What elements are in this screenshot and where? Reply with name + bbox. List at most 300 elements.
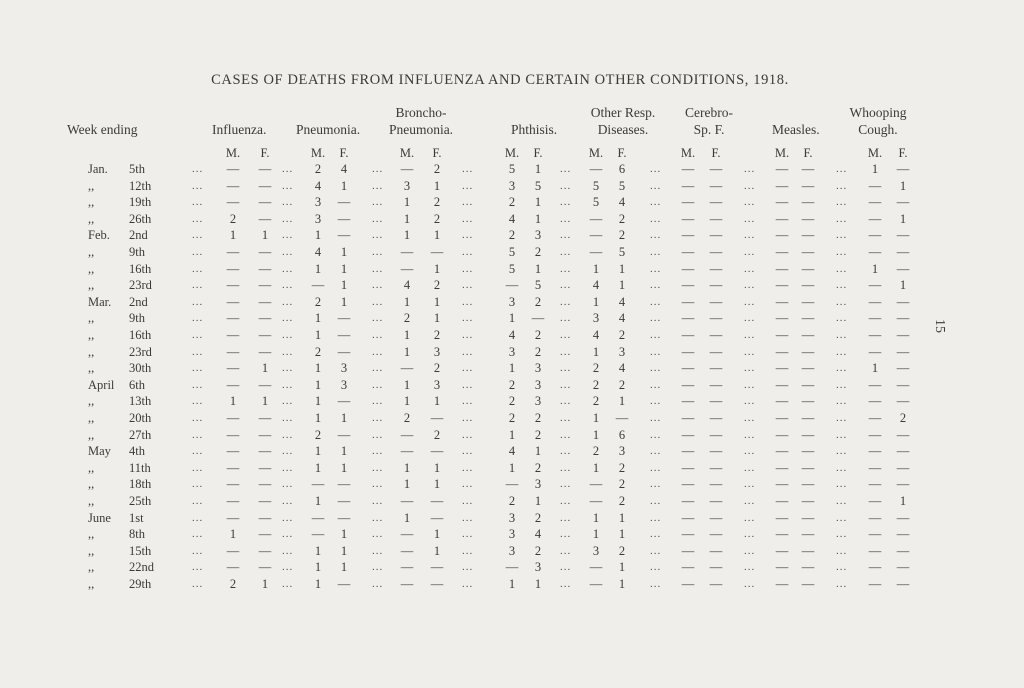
table-cell: 6 bbox=[618, 427, 626, 442]
header-cerebro-line1: Cerebro- bbox=[685, 105, 733, 120]
leader-dots: ... bbox=[282, 461, 294, 474]
leader-dots: ... bbox=[836, 212, 848, 225]
table-cell: 5 bbox=[508, 245, 516, 259]
row-week-label: 13th bbox=[129, 394, 152, 409]
table-cell: — bbox=[681, 311, 695, 326]
table-cell: — bbox=[801, 427, 815, 442]
leader-dots: ... bbox=[836, 544, 848, 557]
table-cell: 2 bbox=[592, 377, 600, 392]
female-subheader: F. bbox=[339, 146, 349, 160]
row-week-label: 6th bbox=[129, 377, 145, 392]
table-cell: 4 bbox=[592, 278, 600, 293]
leader-dots: ... bbox=[744, 295, 756, 308]
table-cell: 1 bbox=[433, 294, 441, 309]
table-cell: — bbox=[801, 494, 815, 508]
table-cell: 2 bbox=[403, 311, 411, 326]
table-cell: — bbox=[868, 394, 882, 409]
table-cell: — bbox=[801, 460, 815, 475]
table-cell: 2 bbox=[618, 228, 626, 243]
table-cell: 3 bbox=[433, 377, 441, 392]
leader-dots: ... bbox=[192, 279, 204, 292]
table-cell: 2 bbox=[618, 543, 626, 558]
table-cell: — bbox=[896, 560, 910, 575]
table-cell: 4 bbox=[403, 278, 411, 293]
table-cell: — bbox=[868, 228, 882, 243]
table-cell: — bbox=[801, 394, 815, 409]
leader-dots: ... bbox=[462, 345, 474, 358]
leader-dots: ... bbox=[282, 262, 294, 275]
row-week-label: 18th bbox=[129, 477, 152, 492]
leader-dots: ... bbox=[836, 163, 848, 175]
leader-dots: ... bbox=[744, 561, 756, 574]
table-cell: 1 bbox=[618, 510, 626, 525]
leader-dots: ... bbox=[744, 212, 756, 225]
table-cell: 1 bbox=[314, 560, 322, 575]
table-cell: 2 bbox=[229, 211, 237, 226]
table-cell: — bbox=[868, 527, 882, 542]
leader-dots: ... bbox=[560, 229, 572, 242]
leader-dots: ... bbox=[836, 511, 848, 524]
table-cell: 1 bbox=[314, 228, 322, 243]
header-other-line2: Diseases. bbox=[597, 122, 649, 137]
table-cell: — bbox=[311, 510, 325, 525]
leader-dots: ... bbox=[462, 262, 474, 275]
leader-dots: ... bbox=[836, 412, 848, 424]
leader-dots: ... bbox=[560, 196, 572, 209]
row-month-label: ,, bbox=[88, 394, 95, 409]
leader-dots: ... bbox=[650, 511, 662, 524]
table-cell: 2 bbox=[534, 344, 542, 359]
table-cell: — bbox=[896, 394, 910, 409]
table-cell: — bbox=[258, 278, 272, 293]
table-cell: 1 bbox=[899, 211, 907, 226]
leader-dots: ... bbox=[192, 445, 204, 458]
leader-dots: ... bbox=[560, 428, 572, 441]
table-cell: 1 bbox=[261, 577, 269, 591]
header-cerebro-spinal bbox=[674, 104, 744, 138]
leader-dots: ... bbox=[372, 428, 384, 441]
table-cell: 2 bbox=[618, 211, 626, 226]
table-cell: — bbox=[589, 162, 603, 176]
leader-dots: ... bbox=[836, 362, 848, 375]
table-cell: — bbox=[681, 344, 695, 359]
table-cell: — bbox=[801, 261, 815, 276]
table-cell: — bbox=[430, 411, 444, 425]
leader-dots: ... bbox=[372, 246, 384, 258]
table-cell: 2 bbox=[592, 444, 600, 459]
table-cell: 2 bbox=[229, 577, 237, 591]
table-cell: — bbox=[801, 245, 815, 259]
leader-dots: ... bbox=[744, 395, 756, 408]
table-cell: — bbox=[681, 228, 695, 243]
table-cell: — bbox=[868, 211, 882, 226]
table-cell: — bbox=[258, 477, 272, 492]
row-month-label: ,, bbox=[88, 178, 95, 193]
table-cell: 3 bbox=[618, 344, 626, 359]
table-cell: 2 bbox=[314, 162, 322, 176]
table-cell: 2 bbox=[618, 460, 626, 475]
table-cell: — bbox=[775, 477, 789, 492]
leader-dots: ... bbox=[462, 478, 474, 491]
table-cell: 1 bbox=[534, 444, 542, 459]
leader-dots: ... bbox=[836, 495, 848, 507]
row-week-label: 25th bbox=[129, 494, 152, 508]
leader-dots: ... bbox=[282, 246, 294, 258]
table-cell: 1 bbox=[534, 195, 542, 210]
leader-dots: ... bbox=[560, 461, 572, 474]
leader-dots: ... bbox=[372, 279, 384, 292]
leader-dots: ... bbox=[836, 345, 848, 358]
male-subheader: M. bbox=[310, 146, 326, 160]
leader-dots: ... bbox=[560, 495, 572, 507]
male-subheader: M. bbox=[504, 146, 520, 160]
leader-dots: ... bbox=[282, 295, 294, 308]
leader-dots: ... bbox=[836, 561, 848, 574]
leader-dots: ... bbox=[282, 378, 294, 391]
table-cell: — bbox=[681, 444, 695, 459]
table-cell: — bbox=[709, 494, 723, 508]
table-cell: — bbox=[681, 278, 695, 293]
table-cell: 4 bbox=[592, 328, 600, 342]
table-cell: — bbox=[311, 477, 325, 492]
leader-dots: ... bbox=[836, 528, 848, 541]
row-week-label: 8th bbox=[129, 527, 145, 542]
leader-dots: ... bbox=[282, 329, 294, 341]
leader-dots: ... bbox=[192, 329, 204, 341]
table-cell: 1 bbox=[534, 211, 542, 226]
table-cell: 2 bbox=[433, 427, 441, 442]
table-cell: 1 bbox=[534, 162, 542, 176]
table-cell: — bbox=[337, 311, 351, 326]
leader-dots: ... bbox=[462, 212, 474, 225]
table-cell: 1 bbox=[314, 361, 322, 376]
leader-dots: ... bbox=[372, 179, 384, 192]
table-cell: — bbox=[337, 494, 351, 508]
leader-dots: ... bbox=[192, 196, 204, 209]
table-cell: — bbox=[258, 245, 272, 259]
table-cell: — bbox=[337, 427, 351, 442]
table-cell: 6 bbox=[618, 162, 626, 176]
table-cell: — bbox=[589, 477, 603, 492]
table-cell: — bbox=[400, 560, 414, 575]
row-month-label: Feb. bbox=[88, 228, 110, 243]
header-broncho-line2: Pneumonia. bbox=[388, 122, 454, 137]
table-cell: 1 bbox=[314, 494, 322, 508]
leader-dots: ... bbox=[462, 544, 474, 557]
table-cell: — bbox=[531, 311, 545, 326]
leader-dots: ... bbox=[560, 345, 572, 358]
female-subheader: F. bbox=[711, 146, 721, 160]
leader-dots: ... bbox=[836, 312, 848, 325]
table-cell: — bbox=[868, 477, 882, 492]
leader-dots: ... bbox=[192, 544, 204, 557]
row-week-label: 23rd bbox=[129, 278, 152, 293]
table-cell: 1 bbox=[433, 228, 441, 243]
table-cell: — bbox=[709, 178, 723, 193]
table-cell: 3 bbox=[508, 510, 516, 525]
table-cell: — bbox=[505, 278, 519, 293]
table-cell: — bbox=[226, 543, 240, 558]
leader-dots: ... bbox=[192, 528, 204, 541]
leader-dots: ... bbox=[744, 478, 756, 491]
table-cell: 1 bbox=[871, 261, 879, 276]
leader-dots: ... bbox=[744, 461, 756, 474]
leader-dots: ... bbox=[560, 528, 572, 541]
table-cell: — bbox=[801, 178, 815, 193]
table-cell: — bbox=[681, 294, 695, 309]
leader-dots: ... bbox=[744, 428, 756, 441]
table-cell: 4 bbox=[534, 527, 542, 542]
table-cell: 1 bbox=[899, 494, 907, 508]
leader-dots: ... bbox=[560, 412, 572, 424]
table-cell: — bbox=[226, 195, 240, 210]
table-cell: — bbox=[430, 494, 444, 508]
table-cell: 1 bbox=[592, 411, 600, 425]
table-cell: — bbox=[775, 162, 789, 176]
table-cell: — bbox=[337, 344, 351, 359]
leader-dots: ... bbox=[462, 229, 474, 242]
leader-dots: ... bbox=[560, 246, 572, 258]
male-subheader: M. bbox=[867, 146, 883, 160]
table-cell: 2 bbox=[433, 361, 441, 376]
leader-dots: ... bbox=[560, 295, 572, 308]
table-cell: — bbox=[226, 560, 240, 575]
table-cell: 1 bbox=[899, 178, 907, 193]
table-cell: — bbox=[775, 278, 789, 293]
table-cell: 5 bbox=[508, 261, 516, 276]
female-subheader: F. bbox=[533, 146, 543, 160]
leader-dots: ... bbox=[282, 345, 294, 358]
table-cell: 2 bbox=[618, 477, 626, 492]
leader-dots: ... bbox=[282, 544, 294, 557]
table-cell: — bbox=[775, 543, 789, 558]
leader-dots: ... bbox=[462, 561, 474, 574]
row-month-label: ,, bbox=[88, 527, 95, 542]
table-cell: — bbox=[868, 278, 882, 293]
table-cell: — bbox=[801, 228, 815, 243]
table-cell: 5 bbox=[618, 178, 626, 193]
leader-dots: ... bbox=[372, 445, 384, 458]
table-cell: — bbox=[896, 328, 910, 342]
table-cell: — bbox=[801, 344, 815, 359]
table-cell: — bbox=[400, 261, 414, 276]
table-cell: — bbox=[775, 577, 789, 591]
table-cell: — bbox=[258, 510, 272, 525]
row-week-label: 30th bbox=[129, 361, 152, 376]
row-month-label: May bbox=[88, 444, 111, 459]
table-cell: — bbox=[801, 477, 815, 492]
leader-dots: ... bbox=[744, 528, 756, 541]
table-cell: — bbox=[337, 211, 351, 226]
header-whooping-line2: Cough. bbox=[858, 122, 898, 137]
table-cell: — bbox=[709, 444, 723, 459]
table-cell: — bbox=[709, 527, 723, 542]
header-week-ending: Week ending bbox=[67, 122, 138, 137]
row-month-label: ,, bbox=[88, 543, 95, 558]
table-cell: 1 bbox=[403, 294, 411, 309]
table-cell: — bbox=[775, 294, 789, 309]
leader-dots: ... bbox=[372, 412, 384, 424]
table-cell: — bbox=[868, 494, 882, 508]
leader-dots: ... bbox=[560, 362, 572, 375]
leader-dots: ... bbox=[744, 445, 756, 458]
table-cell: — bbox=[337, 195, 351, 210]
table-cell: — bbox=[709, 261, 723, 276]
table-cell: — bbox=[337, 328, 351, 342]
table-cell: 1 bbox=[314, 328, 322, 342]
table-cell: — bbox=[868, 560, 882, 575]
leader-dots: ... bbox=[462, 196, 474, 209]
leader-dots: ... bbox=[192, 246, 204, 258]
table-cell: — bbox=[258, 294, 272, 309]
table-cell: 5 bbox=[534, 178, 542, 193]
table-cell: 2 bbox=[314, 344, 322, 359]
table-cell: 2 bbox=[618, 377, 626, 392]
leader-dots: ... bbox=[650, 495, 662, 507]
leader-dots: ... bbox=[462, 511, 474, 524]
table-cell: — bbox=[896, 444, 910, 459]
table-cell: 1 bbox=[403, 328, 411, 342]
table-cell: — bbox=[801, 560, 815, 575]
table-cell: 3 bbox=[534, 361, 542, 376]
table-cell: 1 bbox=[261, 361, 269, 376]
table-cell: — bbox=[311, 527, 325, 542]
leader-dots: ... bbox=[560, 578, 572, 590]
table-cell: — bbox=[775, 261, 789, 276]
leader-dots: ... bbox=[560, 329, 572, 341]
leader-dots: ... bbox=[744, 362, 756, 375]
table-cell: 1 bbox=[433, 460, 441, 475]
header-cerebro-line2: Sp. F. bbox=[693, 122, 725, 137]
table-cell: — bbox=[400, 577, 414, 591]
leader-dots: ... bbox=[282, 528, 294, 541]
table-cell: — bbox=[681, 162, 695, 176]
table-cell: — bbox=[400, 361, 414, 376]
table-cell: — bbox=[775, 377, 789, 392]
leader-dots: ... bbox=[462, 412, 474, 424]
table-cell: 2 bbox=[534, 427, 542, 442]
table-cell: — bbox=[226, 494, 240, 508]
table-cell: — bbox=[226, 245, 240, 259]
table-cell: — bbox=[775, 228, 789, 243]
table-cell: — bbox=[400, 527, 414, 542]
table-cell: — bbox=[896, 527, 910, 542]
table-cell: 1 bbox=[618, 527, 626, 542]
leader-dots: ... bbox=[372, 544, 384, 557]
leader-dots: ... bbox=[372, 212, 384, 225]
table-cell: — bbox=[801, 162, 815, 176]
table-cell: 2 bbox=[508, 228, 516, 243]
table-cell: — bbox=[896, 245, 910, 259]
table-cell: 1 bbox=[261, 394, 269, 409]
table-cell: 1 bbox=[229, 228, 237, 243]
leader-dots: ... bbox=[650, 295, 662, 308]
row-month-label: ,, bbox=[88, 427, 95, 442]
table-cell: — bbox=[801, 444, 815, 459]
table-cell: 1 bbox=[314, 444, 322, 459]
leader-dots: ... bbox=[650, 478, 662, 491]
leader-dots: ... bbox=[372, 229, 384, 242]
leader-dots: ... bbox=[836, 578, 848, 590]
row-month-label: ,, bbox=[88, 261, 95, 276]
row-week-label: 27th bbox=[129, 427, 152, 442]
table-cell: 1 bbox=[340, 178, 348, 193]
row-month-label: ,, bbox=[88, 577, 95, 591]
table-cell: 1 bbox=[314, 394, 322, 409]
table-cell: — bbox=[801, 577, 815, 591]
leader-dots: ... bbox=[372, 495, 384, 507]
table-cell: — bbox=[868, 577, 882, 591]
leader-dots: ... bbox=[192, 478, 204, 491]
leader-dots: ... bbox=[282, 362, 294, 375]
table-cell: — bbox=[400, 245, 414, 259]
row-week-label: 2nd bbox=[129, 294, 148, 309]
table-cell: 1 bbox=[618, 560, 626, 575]
row-month-label: ,, bbox=[88, 344, 95, 359]
table-cell: 1 bbox=[433, 311, 441, 326]
leader-dots: ... bbox=[560, 511, 572, 524]
leader-dots: ... bbox=[282, 445, 294, 458]
table-cell: 3 bbox=[592, 311, 600, 326]
table-cell: — bbox=[775, 411, 789, 425]
leader-dots: ... bbox=[650, 362, 662, 375]
table-cell: — bbox=[681, 460, 695, 475]
table-cell: — bbox=[681, 361, 695, 376]
leader-dots: ... bbox=[192, 378, 204, 391]
table-cell: 2 bbox=[508, 195, 516, 210]
table-cell: — bbox=[589, 560, 603, 575]
leader-dots: ... bbox=[372, 329, 384, 341]
table-cell: — bbox=[775, 460, 789, 475]
table-cell: — bbox=[896, 543, 910, 558]
table-cell: — bbox=[258, 377, 272, 392]
table-cell: 1 bbox=[433, 178, 441, 193]
table-cell: 1 bbox=[403, 394, 411, 409]
leader-dots: ... bbox=[192, 312, 204, 325]
table-cell: — bbox=[896, 477, 910, 492]
leader-dots: ... bbox=[744, 196, 756, 209]
table-cell: — bbox=[226, 411, 240, 425]
header-broncho-pneumonia bbox=[366, 104, 476, 138]
leader-dots: ... bbox=[650, 378, 662, 391]
table-cell: 1 bbox=[592, 527, 600, 542]
table-cell: 1 bbox=[340, 245, 348, 259]
table-cell: 2 bbox=[534, 411, 542, 425]
leader-dots: ... bbox=[560, 312, 572, 325]
leader-dots: ... bbox=[744, 312, 756, 325]
table-cell: 1 bbox=[534, 577, 542, 591]
leader-dots: ... bbox=[192, 461, 204, 474]
table-cell: — bbox=[226, 261, 240, 276]
leader-dots: ... bbox=[650, 279, 662, 292]
table-cell: — bbox=[896, 195, 910, 210]
leader-dots: ... bbox=[372, 378, 384, 391]
table-cell: — bbox=[709, 427, 723, 442]
row-month-label: Mar. bbox=[88, 294, 112, 309]
row-week-label: 5th bbox=[129, 162, 145, 176]
table-cell: 3 bbox=[508, 294, 516, 309]
leader-dots: ... bbox=[462, 578, 474, 590]
table-cell: — bbox=[868, 427, 882, 442]
table-cell: 2 bbox=[534, 294, 542, 309]
table-cell: 3 bbox=[433, 344, 441, 359]
leader-dots: ... bbox=[836, 295, 848, 308]
table-cell: 2 bbox=[508, 411, 516, 425]
table-cell: 2 bbox=[433, 162, 441, 176]
leader-dots: ... bbox=[282, 578, 294, 590]
table-cell: — bbox=[337, 510, 351, 525]
table-cell: 4 bbox=[508, 444, 516, 459]
